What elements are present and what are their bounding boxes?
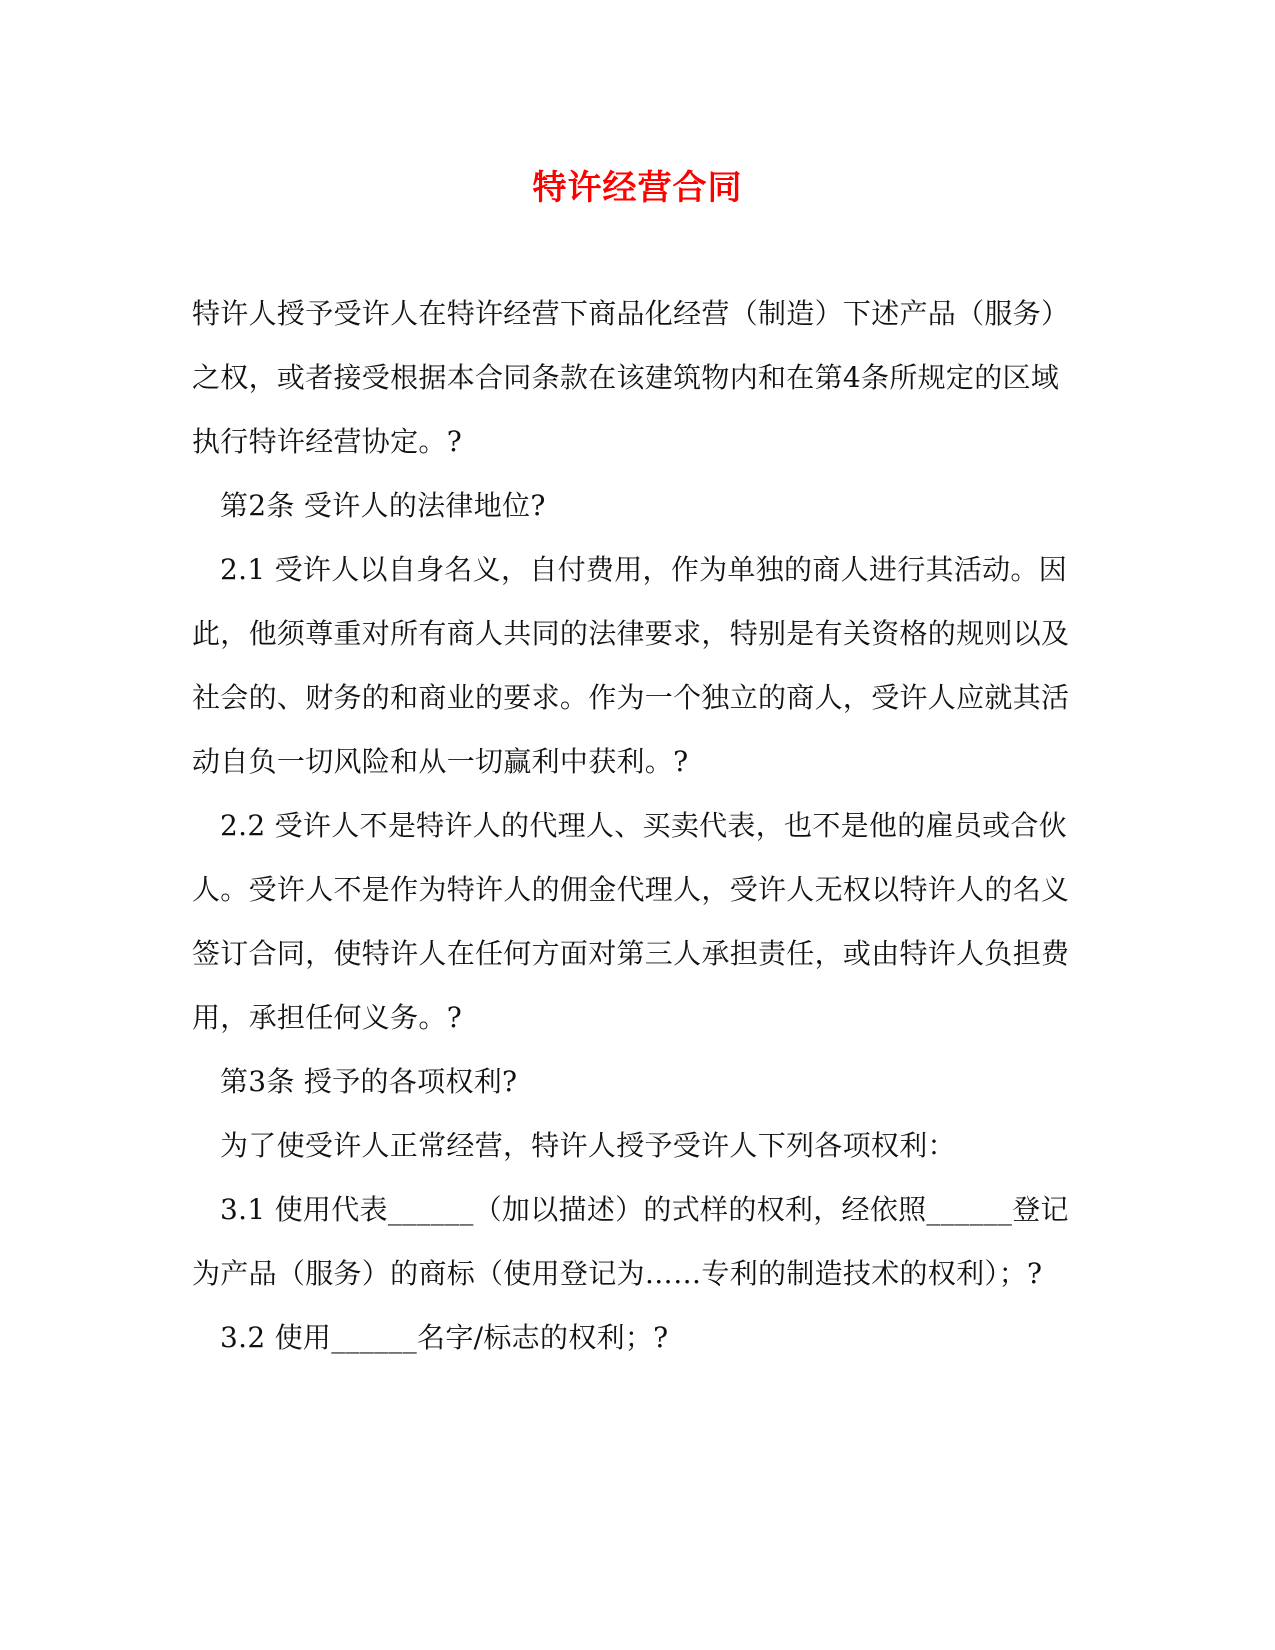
- clause-2-1: 2.1 受许人以自身名义，自付费用，作为单独的商人进行其活动。因此，他须尊重对所有商人共同的法律要求，特别是有关资格的规则以及社会的、财务的和商业的要求。作为一个独立的商人，受许人应就其活动自负一切风险和从一切赢利中获利。?: [192, 553, 1070, 778]
- article-3-heading: 第3条 授予的各项权利?: [220, 1065, 518, 1098]
- clause-3-1: 3.1 使用代表______（加以描述）的式样的权利，经依照______登记为产品（服务）的商标（使用登记为……专利的制造技术的权利）；?: [192, 1193, 1069, 1290]
- clause-2-2: 2.2 受许人不是特许人的代理人、买卖代表，也不是他的雇员或合伙人。受许人不是作为特许人的佣金代理人，受许人无权以特许人的名义签订合同，使特许人在任何方面对第三人承担责任，或由特许人负担费用，承担任何义务。?: [192, 809, 1070, 1034]
- document-body: [192, 282, 1072, 1370]
- paragraph-intro: 特许人授予受许人在特许经营下商品化经营（制造）下述产品（服务）之权，或者接受根据本合同条款在该建筑物内和在第4条所规定的区域执行特许经营协定。?: [192, 297, 1070, 458]
- document-title: 特许经营合同: [532, 168, 743, 208]
- article-2-heading: 第2条 受许人的法律地位?: [220, 489, 546, 522]
- clause-3-2: 3.2 使用______名字/标志的权利；?: [220, 1321, 669, 1354]
- article-3-intro: 为了使受许人正常经营，特许人授予受许人下列各项权利：: [220, 1129, 956, 1162]
